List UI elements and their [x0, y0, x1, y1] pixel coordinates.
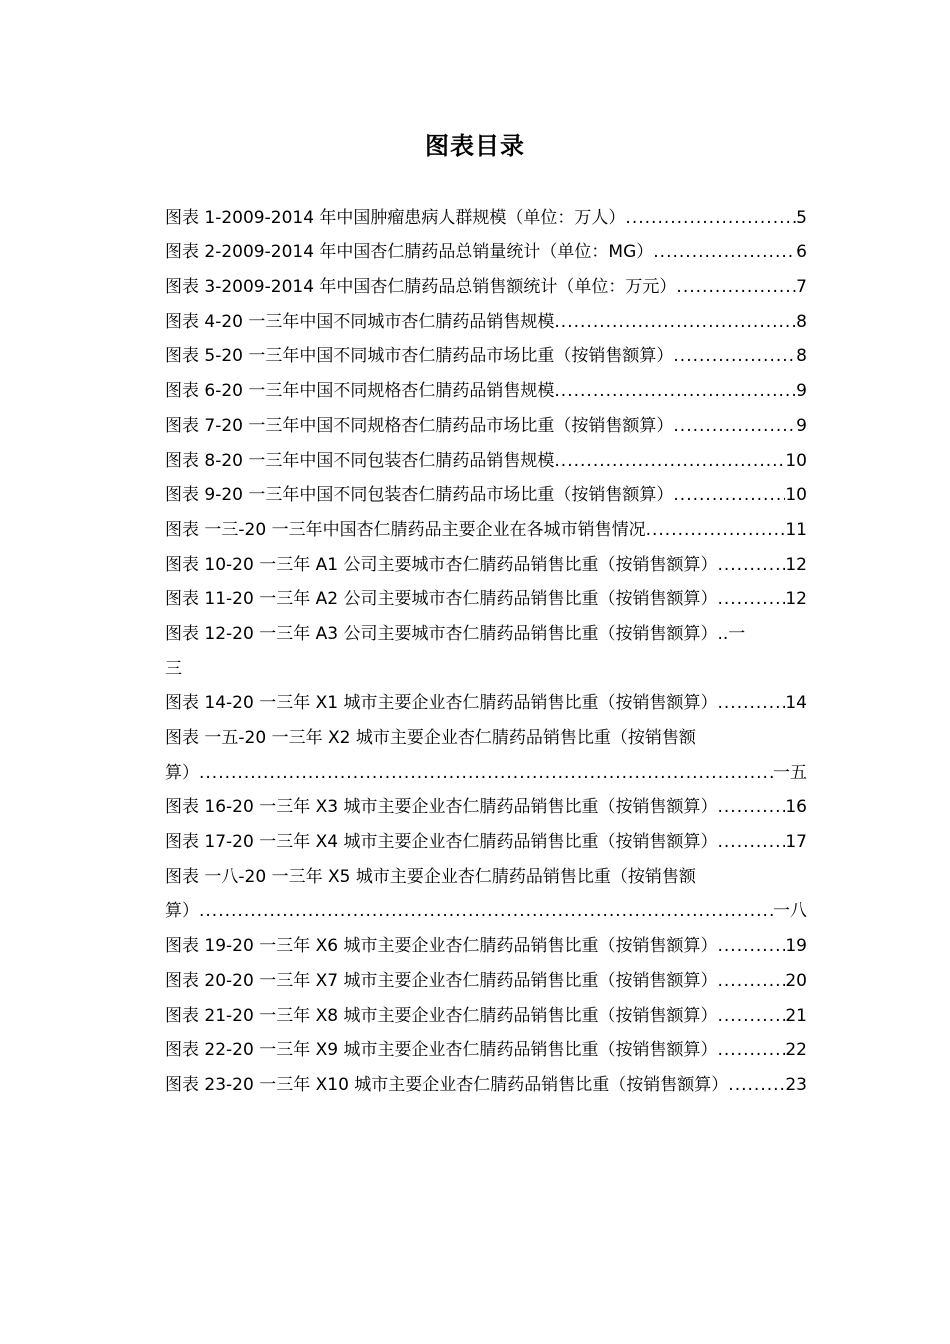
toc-entry-page: 10 — [785, 485, 807, 506]
toc-leader-dots — [625, 208, 796, 228]
toc-entry-page: 8 — [796, 346, 807, 367]
toc-entry-page: 5 — [796, 207, 807, 228]
toc-entry-page: 22 — [785, 1040, 807, 1061]
toc-entry-label: 图表 19-20 一三年 X6 城市主要企业杏仁腈药品销售比重（按销售额算） — [165, 936, 718, 957]
toc-entry-page: 17 — [785, 832, 807, 853]
toc-leader-dots — [653, 242, 796, 262]
toc-entry-wrapped[interactable] — [165, 609, 807, 678]
toc-leader-dots — [717, 971, 785, 991]
toc-leader-dots — [673, 346, 796, 366]
toc-entry-label: 图表 5-20 一三年中国不同城市杏仁腈药品市场比重（按销售额算） — [165, 346, 674, 367]
toc-entry-label: 图表 1-2009-2014 年中国肿瘤患病人群规模（单位：万人） — [165, 207, 626, 228]
toc-entry[interactable] — [165, 262, 807, 297]
toc-entry-page: 10 — [785, 450, 807, 471]
toc-entry[interactable] — [165, 817, 807, 852]
toc-entry[interactable] — [165, 505, 807, 540]
toc-leader-dots — [554, 451, 785, 471]
toc-leader-dots — [717, 832, 785, 852]
toc-entry-label: 算） — [165, 901, 199, 922]
toc-entry-label: 图表 9-20 一三年中国不同包装杏仁腈药品市场比重（按销售额算） — [165, 485, 674, 506]
toc-entry-page: 21 — [785, 1005, 807, 1026]
toc-entry-page: 12 — [785, 589, 807, 610]
toc-entry-label: 图表 20-20 一三年 X7 城市主要企业杏仁腈药品销售比重（按销售额算） — [165, 970, 718, 991]
toc-entry[interactable] — [165, 1026, 807, 1061]
toc-leader-dots — [728, 1075, 785, 1095]
toc-leader-dots — [199, 763, 773, 783]
toc-entry[interactable] — [165, 332, 807, 367]
toc-entry[interactable] — [165, 783, 807, 818]
toc-entry-label: 图表 22-20 一三年 X9 城市主要企业杏仁腈药品销售比重（按销售额算） — [165, 1040, 718, 1061]
toc-entry-page: 11 — [785, 519, 807, 540]
toc-entry-page: 19 — [785, 936, 807, 957]
toc-entry-page: 8 — [796, 311, 807, 332]
toc-leader-dots — [717, 589, 785, 609]
toc-entry-label: 图表 一三-20 一三年中国杏仁腈药品主要企业在各城市销售情况 — [165, 519, 646, 540]
toc-leader-dots — [717, 693, 785, 713]
toc-entry[interactable] — [165, 540, 807, 575]
toc-entry-page: 23 — [785, 1074, 807, 1095]
toc-entry-label: 图表 8-20 一三年中国不同包装杏仁腈药品销售规模 — [165, 450, 555, 471]
toc-entry-line1: 图表 一五-20 一三年 X2 城市主要企业杏仁腈药品销售比重（按销售额 — [165, 728, 696, 749]
toc-entry-page: 12 — [785, 554, 807, 575]
toc-entry-label: 图表 6-20 一三年中国不同规格杏仁腈药品销售规模 — [165, 381, 555, 402]
toc-entry-label: 图表 17-20 一三年 X4 城市主要企业杏仁腈药品销售比重（按销售额算） — [165, 832, 718, 853]
toc-entry[interactable] — [165, 956, 807, 991]
toc-entry-page: 20 — [785, 970, 807, 991]
toc-entry-label: 图表 21-20 一三年 X8 城市主要企业杏仁腈药品销售比重（按销售额算） — [165, 1005, 718, 1026]
toc-entry-label: 图表 14-20 一三年 X1 城市主要企业杏仁腈药品销售比重（按销售额算） — [165, 693, 718, 714]
toc-leader-dots — [554, 312, 796, 332]
toc-entry-page: 一八 — [773, 901, 807, 922]
toc-entry[interactable] — [165, 1060, 807, 1095]
toc-entry-line2 — [165, 748, 807, 783]
toc-entry-wrapped[interactable] — [165, 852, 807, 921]
page-title: 图表目录 — [425, 132, 525, 160]
toc-leader-dots — [717, 1006, 785, 1026]
toc-leader-dots — [673, 416, 796, 436]
toc-entry[interactable] — [165, 228, 807, 263]
toc-entry[interactable] — [165, 297, 807, 332]
toc-entry[interactable] — [165, 921, 807, 956]
toc-leader-dots — [554, 381, 796, 401]
toc-entry[interactable] — [165, 436, 807, 471]
toc-entry-line2 — [165, 887, 807, 922]
toc-entry-label: 图表 7-20 一三年中国不同规格杏仁腈药品市场比重（按销售额算） — [165, 415, 674, 436]
toc-entry-line1: 图表 一八-20 一三年 X5 城市主要企业杏仁腈药品销售比重（按销售额 — [165, 866, 696, 887]
toc-entry-label: 图表 2-2009-2014 年中国杏仁腈药品总销量统计（单位：MG） — [165, 242, 654, 263]
toc-entry-label: 图表 4-20 一三年中国不同城市杏仁腈药品销售规模 — [165, 311, 555, 332]
toc-entry-wrapped[interactable] — [165, 713, 807, 782]
toc-entry-line2: 三 — [165, 658, 182, 679]
toc-entry-label: 图表 11-20 一三年 A2 公司主要城市杏仁腈药品销售比重（按销售额算） — [165, 589, 718, 610]
toc-entry-label: 图表 10-20 一三年 A1 公司主要城市杏仁腈药品销售比重（按销售额算） — [165, 554, 718, 575]
toc-entry-label: 图表 23-20 一三年 X10 城市主要企业杏仁腈药品销售比重（按销售额算） — [165, 1074, 729, 1095]
toc-entry-page: 9 — [796, 381, 807, 402]
toc-entry[interactable] — [165, 366, 807, 401]
toc-leader-dots — [646, 520, 786, 540]
toc-entry[interactable] — [165, 991, 807, 1026]
toc-entry-page: 14 — [785, 693, 807, 714]
toc-entry-page: 6 — [796, 242, 807, 263]
toc-entry[interactable] — [165, 401, 807, 436]
toc-leader-dots — [717, 936, 785, 956]
toc-entry-page: 16 — [785, 797, 807, 818]
toc-entry[interactable] — [165, 471, 807, 506]
toc-leader-dots — [717, 555, 785, 575]
toc-entry-line1: 图表 12-20 一三年 A3 公司主要城市杏仁腈药品销售比重（按销售额算）..一 — [165, 623, 746, 644]
toc-leader-dots — [717, 797, 785, 817]
toc-entry-page: 一五 — [773, 762, 807, 783]
toc-entry-page: 9 — [796, 415, 807, 436]
toc-entry-label: 算） — [165, 762, 199, 783]
figure-table-of-contents — [165, 193, 807, 1095]
toc-leader-dots — [717, 1040, 785, 1060]
toc-entry-page: 7 — [796, 277, 807, 298]
toc-leader-dots — [673, 485, 785, 505]
toc-leader-dots — [199, 901, 773, 921]
toc-entry[interactable] — [165, 575, 807, 610]
toc-entry-label: 图表 3-2009-2014 年中国杏仁腈药品总销售额统计（单位：万元） — [165, 277, 677, 298]
toc-leader-dots — [676, 277, 796, 297]
toc-entry-label: 图表 16-20 一三年 X3 城市主要企业杏仁腈药品销售比重（按销售额算） — [165, 797, 718, 818]
toc-entry[interactable] — [165, 193, 807, 228]
toc-entry[interactable] — [165, 679, 807, 714]
